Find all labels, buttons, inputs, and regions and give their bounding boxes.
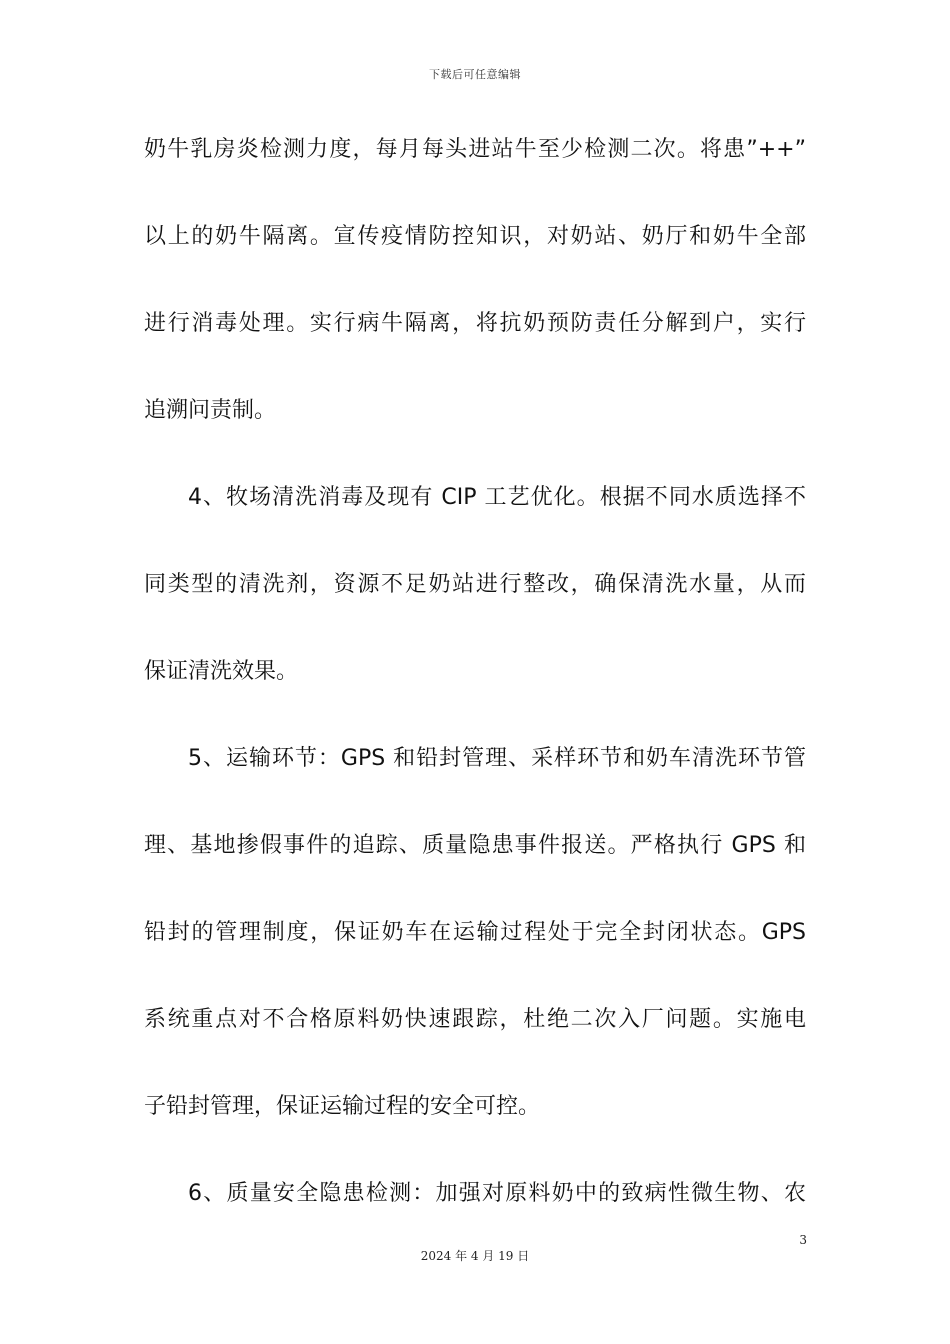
page-number: 3 — [799, 1233, 807, 1247]
text-line: 追溯问责制。 — [144, 398, 277, 423]
text-line: 进行消毒处理。实行病牛隔离，将抗奶预防责任分解到户，实行 — [144, 311, 806, 336]
text-line: 4、牧场清洗消毒及现有 CIP 工艺优化。根据不同水质选择不 — [188, 485, 806, 510]
text-line: 保证清洗效果。 — [144, 659, 299, 684]
page-header: 下载后可任意编辑 — [429, 68, 521, 81]
text-line: 理、基地掺假事件的追踪、质量隐患事件报送。严格执行 GPS 和 — [144, 833, 806, 858]
text-line: 系统重点对不合格原料奶快速跟踪，杜绝二次入厂问题。实施电 — [144, 1007, 806, 1032]
document-body — [144, 128, 806, 1259]
text-line: 铅封的管理制度，保证奶车在运输过程处于完全封闭状态。GPS — [144, 920, 806, 945]
footer-date: 2024 年 4 月 19 日 — [420, 1249, 530, 1263]
text-line: 子铅封管理，保证运输过程的安全可控。 — [144, 1094, 541, 1119]
text-line: 5、运输环节：GPS 和铅封管理、采样环节和奶车清洗环节管 — [188, 746, 806, 771]
text-line: 同类型的清洗剂，资源不足奶站进行整改，确保清洗水量，从而 — [144, 572, 806, 597]
text-line: 6、质量安全隐患检测：加强对原料奶中的致病性微生物、农 — [188, 1181, 806, 1206]
text-line: 以上的奶牛隔离。宣传疫情防控知识，对奶站、奶厅和奶牛全部 — [144, 224, 806, 249]
text-line: 奶牛乳房炎检测力度，每月每头进站牛至少检测二次。将患”++” — [144, 137, 806, 162]
